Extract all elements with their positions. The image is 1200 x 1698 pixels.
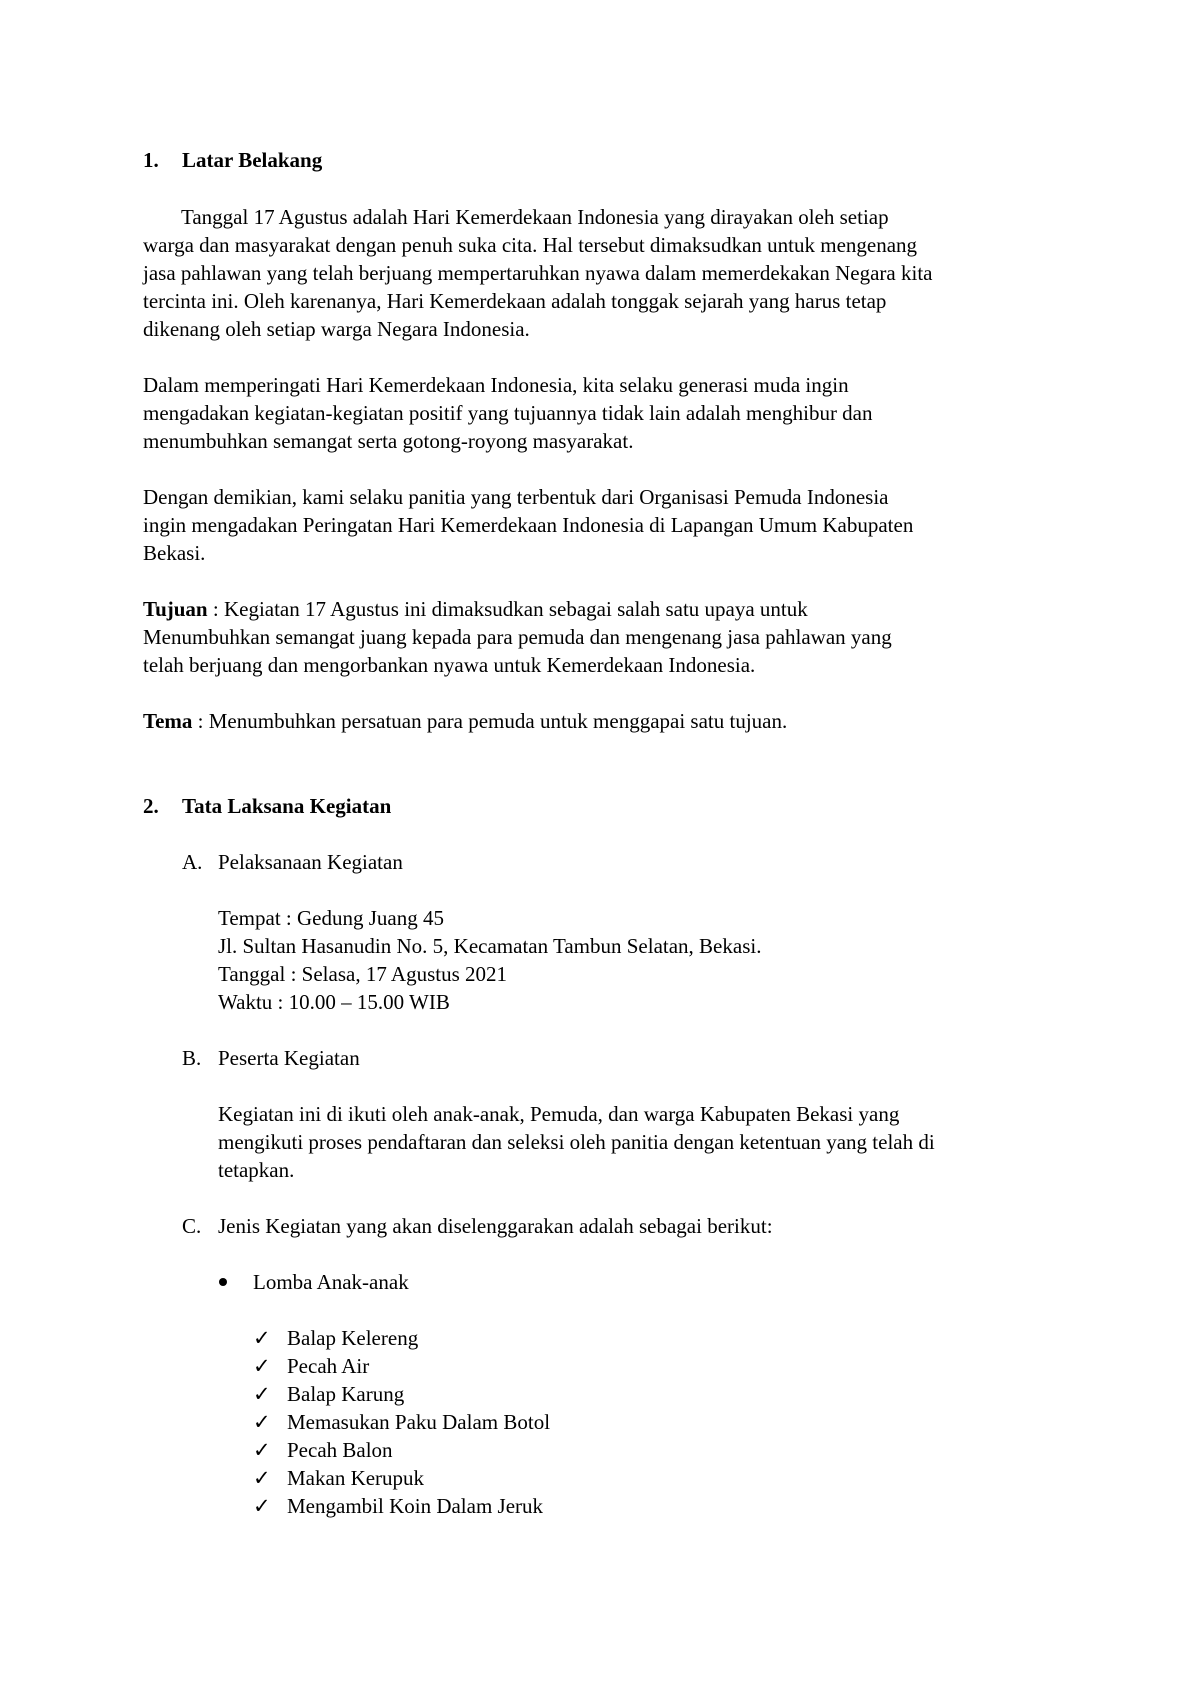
check-icon: ✓	[253, 1438, 271, 1462]
sub-c-letter: C.	[182, 1214, 202, 1238]
section-2-title: Tata Laksana Kegiatan	[182, 794, 392, 818]
detail-alamat: Jl. Sultan Hasanudin No. 5, Kecamatan Tambun Selatan, Bekasi.	[218, 934, 762, 958]
paragraph-line: menumbuhkan semangat serta gotong-royong masyarakat.	[143, 429, 634, 453]
list-item-label: Makan Kerupuk	[287, 1466, 425, 1490]
check-icon: ✓	[253, 1354, 271, 1378]
paragraph-line: Menumbuhkan semangat juang kepada para pemuda dan mengenang jasa pahlawan yang	[143, 625, 892, 649]
paragraph-line: Dalam memperingati Hari Kemerdekaan Indonesia, kita selaku generasi muda ingin	[143, 373, 849, 397]
bullet-lomba-anak: Lomba Anak-anak	[253, 1270, 409, 1294]
tujuan-label: Tujuan	[143, 597, 208, 621]
tema-text: : Menumbuhkan persatuan para pemuda untuk menggapai satu tujuan.	[192, 709, 788, 733]
check-icon: ✓	[253, 1466, 271, 1490]
paragraph-line: warga dan masyarakat dengan penuh suka cita. Hal tersebut dimaksudkan untuk mengenang	[143, 233, 918, 257]
detail-tempat: Tempat : Gedung Juang 45	[218, 906, 444, 930]
bullet-dot-icon	[219, 1278, 227, 1286]
paragraph-line: Kegiatan ini di ikuti oleh anak-anak, Pemuda, dan warga Kabupaten Bekasi yang	[218, 1102, 900, 1126]
sub-b-paragraph	[218, 1100, 1058, 1184]
tema-line	[143, 707, 1063, 735]
list-item-label: Balap Kelereng	[287, 1326, 419, 1350]
paragraph-line: jasa pahlawan yang telah berjuang mempertaruhkan nyawa dalam memerdekakan Negara kita	[143, 261, 933, 285]
paragraph-line: Bekasi.	[143, 541, 206, 565]
check-icon: ✓	[253, 1326, 271, 1350]
tema-paragraph	[143, 707, 1063, 735]
check-icon: ✓	[253, 1382, 271, 1406]
list-item-label: Pecah Balon	[287, 1438, 393, 1462]
list-item-label: Mengambil Koin Dalam Jeruk	[287, 1494, 544, 1518]
paragraph-line: ingin mengadakan Peringatan Hari Kemerdekaan Indonesia di Lapangan Umum Kabupaten	[143, 513, 914, 537]
detail-waktu: Waktu : 10.00 – 15.00 WIB	[218, 990, 450, 1014]
list-item	[253, 1324, 953, 1352]
paragraph-line: mengikuti proses pendaftaran dan seleksi oleh panitia dengan ketentuan yang telah di	[218, 1130, 935, 1154]
background-paragraph-3	[143, 483, 1063, 567]
detail-tanggal: Tanggal : Selasa, 17 Agustus 2021	[218, 962, 508, 986]
sub-a-details	[218, 904, 1038, 1016]
paragraph-line: tetapkan.	[218, 1158, 295, 1182]
section-2-number: 2.	[143, 794, 159, 818]
sub-b-letter: B.	[182, 1046, 202, 1070]
paragraph-line: tercinta ini. Oleh karenanya, Hari Kemerdekaan adalah tonggak sejarah yang harus tetap	[143, 289, 887, 313]
list-item	[253, 1436, 953, 1464]
sub-c-title: Jenis Kegiatan yang akan diselenggarakan adalah sebagai berikut:	[218, 1214, 773, 1238]
list-item	[253, 1352, 953, 1380]
sub-b-title: Peserta Kegiatan	[218, 1046, 360, 1070]
tujuan-first-line	[143, 595, 1063, 623]
paragraph-line: Tanggal 17 Agustus adalah Hari Kemerdekaan Indonesia yang dirayakan oleh setiap	[181, 205, 889, 229]
section-1-title: Latar Belakang	[182, 148, 323, 172]
paragraph-line: dikenang oleh setiap warga Negara Indonesia.	[143, 317, 530, 341]
tujuan-text: : Kegiatan 17 Agustus ini dimaksudkan sebagai salah satu upaya untuk	[207, 597, 808, 621]
sub-a-title: Pelaksanaan Kegiatan	[218, 850, 403, 874]
list-item	[253, 1464, 953, 1492]
tujuan-paragraph	[143, 595, 1063, 679]
list-item	[253, 1408, 953, 1436]
section-1-number: 1.	[143, 148, 159, 172]
check-icon: ✓	[253, 1494, 271, 1518]
paragraph-line: mengadakan kegiatan-kegiatan positif yang tujuannya tidak lain adalah menghibur dan	[143, 401, 873, 425]
list-item-label: Pecah Air	[287, 1354, 370, 1378]
list-item-label: Memasukan Paku Dalam Botol	[287, 1410, 551, 1434]
list-item	[253, 1380, 953, 1408]
list-item	[253, 1492, 953, 1520]
list-item-label: Balap Karung	[287, 1382, 405, 1406]
tema-label: Tema	[143, 709, 193, 733]
lomba-checklist	[253, 1324, 953, 1520]
sub-a-letter: A.	[182, 850, 203, 874]
background-paragraph-2	[143, 371, 1063, 455]
paragraph-line: Dengan demikian, kami selaku panitia yang terbentuk dari Organisasi Pemuda Indonesia	[143, 485, 889, 509]
check-icon: ✓	[253, 1410, 271, 1434]
paragraph-line: telah berjuang dan mengorbankan nyawa untuk Kemerdekaan Indonesia.	[143, 653, 756, 677]
background-paragraph-1	[143, 203, 1063, 343]
